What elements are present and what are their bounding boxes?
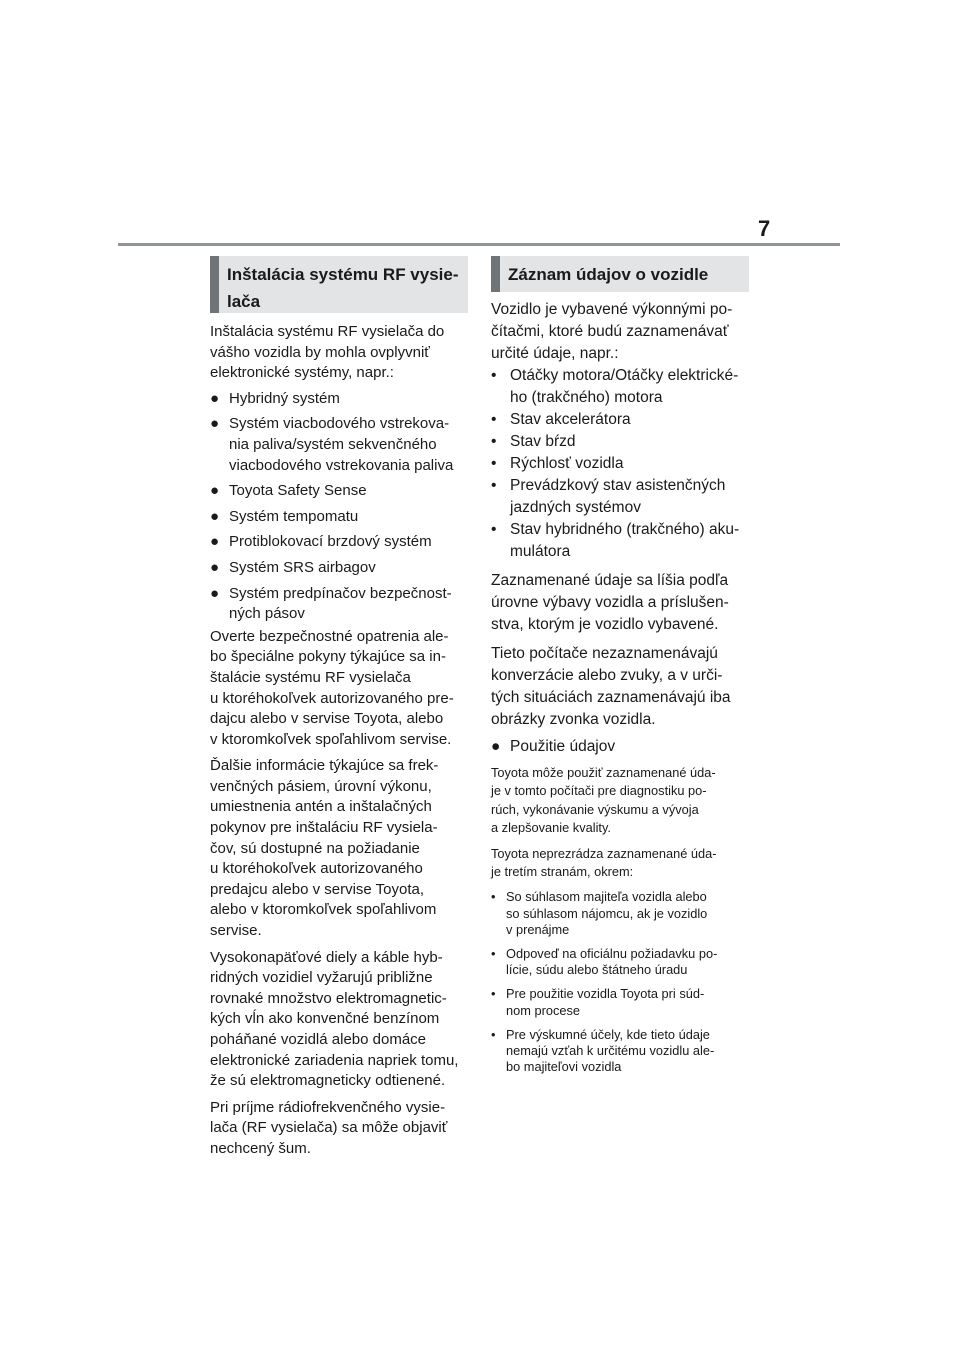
list-item: • Prevádzkový stav asistenčných jazdných systémov (491, 475, 749, 519)
dot-icon: • (491, 455, 497, 472)
data-disclosure-paragraph: Toyota neprezrádza zaznamenané úda- je tretím stranám, okrem: (491, 845, 717, 880)
list-item: ● Systém viacbodového vstrekova- nia paliva/systém sekvenčného viacbodového vstrekovania paliva (210, 414, 468, 476)
list-item: • Stav bŕzd (491, 431, 749, 453)
bullet-icon: ● (210, 389, 220, 407)
dot-icon: • (491, 946, 496, 962)
disclosure-exceptions-list (491, 889, 749, 1075)
list-item: ● Systém tempomatu (210, 507, 468, 528)
list-item: • Pre použitie vozidla Toyota pri súd- nom procese (491, 986, 705, 1018)
header-rule (118, 243, 840, 246)
bullet-icon: ● (491, 738, 501, 755)
dot-icon: • (491, 889, 496, 905)
recording-limits-paragraph: Tieto počítače nezaznamenávajú konverzácie alebo zvuky, a v urči- tých situáciách zaznamenávajú iba obrázky zvonka vozidla. (491, 645, 731, 728)
list-item: • Otáčky motora/Otáčky elektrické- ho (trakčného) motora (491, 365, 749, 409)
recording-variation-paragraph: Zaznamenané údaje sa líšia podľa úrovne výbavy vozidla a príslušen- stva, ktorým je vozidlo vybavené. (491, 572, 729, 633)
data-usage-paragraph: Toyota môže použiť zaznamenané úda- je v tomto počítači pre diagnostiku po- rúch, vykonávanie výskumu a vývoja a zlepšovanie kvality. (491, 765, 716, 836)
rf-intro-paragraph: Inštalácia systému RF vysielača do vášho vozidla by mohla ovplyvniť elektronické systémy, napr.: (210, 323, 445, 382)
list-item: • Pre výskumné účely, kde tieto údaje nemajú vzťah k určitému vozidlu ale- bo majiteľovi vozidla (491, 1026, 715, 1075)
rf-safety-paragraph: Overte bezpečnostné opatrenia ale- bo špeciálne pokyny týkajúce sa in- štalácie systému RF vysielača u ktoréhokoľvek autorizovaného pre- dajcu alebo v servise Toyota, alebo v ktoromkoľvek spoľahlivom servise. (210, 627, 454, 748)
list-item: • Odpoveď na oficiálnu požiadavku po- lície, súdu alebo štátneho úradu (491, 946, 718, 978)
rf-info-paragraph: Ďalšie informácie týkajúce sa frek- venčných pásiem, úrovní výkonu, umiestnenia antén a inštalačných pokynov pre inštaláciu RF vysiela- čov, sú dostupné na požiadanie u ktoréhokoľvek autorizovaného predajcu alebo v servise Toyota, alebo v ktoromkoľvek spoľahlivom servise. (210, 757, 439, 940)
dot-icon: • (491, 411, 497, 428)
dot-icon: • (491, 433, 497, 450)
recorded-data-list (491, 365, 749, 563)
dot-icon: • (491, 986, 496, 1002)
bullet-icon: ● (210, 507, 220, 525)
dot-icon: • (491, 1026, 496, 1042)
list-item: • Stav akcelerátora (491, 409, 749, 431)
bullet-icon: ● (210, 482, 220, 500)
rf-affected-systems-list (210, 389, 468, 625)
recording-intro-paragraph: Vozidlo je vybavené výkonnými po- čítačmi, ktoré budú zaznamenávať určité údaje, napr.: (491, 301, 733, 362)
data-usage-subheading: ● Použitie údajov (491, 736, 749, 758)
left-column (210, 256, 468, 1160)
list-item: ● Hybridný systém (210, 389, 468, 410)
right-column (491, 256, 749, 1075)
dot-icon: • (491, 521, 497, 538)
noise-paragraph: Pri príjme rádiofrekvenčného vysie- lača (RF vysielača) sa môže objaviť nechcený šum. (210, 1098, 448, 1157)
high-voltage-paragraph: Vysokonapäťové diely a káble hyb- ridných vozidiel vyžarujú približne rovnaké množstvo elektromagnetic- kých vĺn ako konvenčné benzínom poháňané vozidlá alebo domáce elektronické zariadenia napriek tomu, že sú elektromagneticky odtienené. (210, 948, 459, 1090)
bullet-icon: ● (210, 558, 220, 576)
list-item: ● Systém SRS airbagov (210, 558, 468, 579)
section-header-data-recording: Záznam údajov o vozidle (491, 256, 749, 292)
dot-icon: • (491, 477, 497, 494)
bullet-icon: ● (210, 533, 220, 551)
list-item: • Stav hybridného (trakčného) aku- mulátora (491, 519, 749, 563)
list-item: • Rýchlosť vozidla (491, 453, 749, 475)
bullet-icon: ● (210, 415, 220, 433)
section-header-rf: Inštalácia systému RF vysie- lača (210, 256, 468, 313)
dot-icon: • (491, 367, 497, 384)
list-item: • So súhlasom majiteľa vozidla alebo so súhlasom nájomcu, ak je vozidlo v prenájme (491, 889, 708, 937)
page-number: 7 (758, 216, 771, 241)
bullet-icon: ● (210, 584, 220, 602)
list-item: ● Protiblokovací brzdový systém (210, 532, 468, 553)
list-item: ● Toyota Safety Sense (210, 481, 468, 502)
list-item: ● Systém predpínačov bezpečnost- ných pásov (210, 584, 468, 625)
